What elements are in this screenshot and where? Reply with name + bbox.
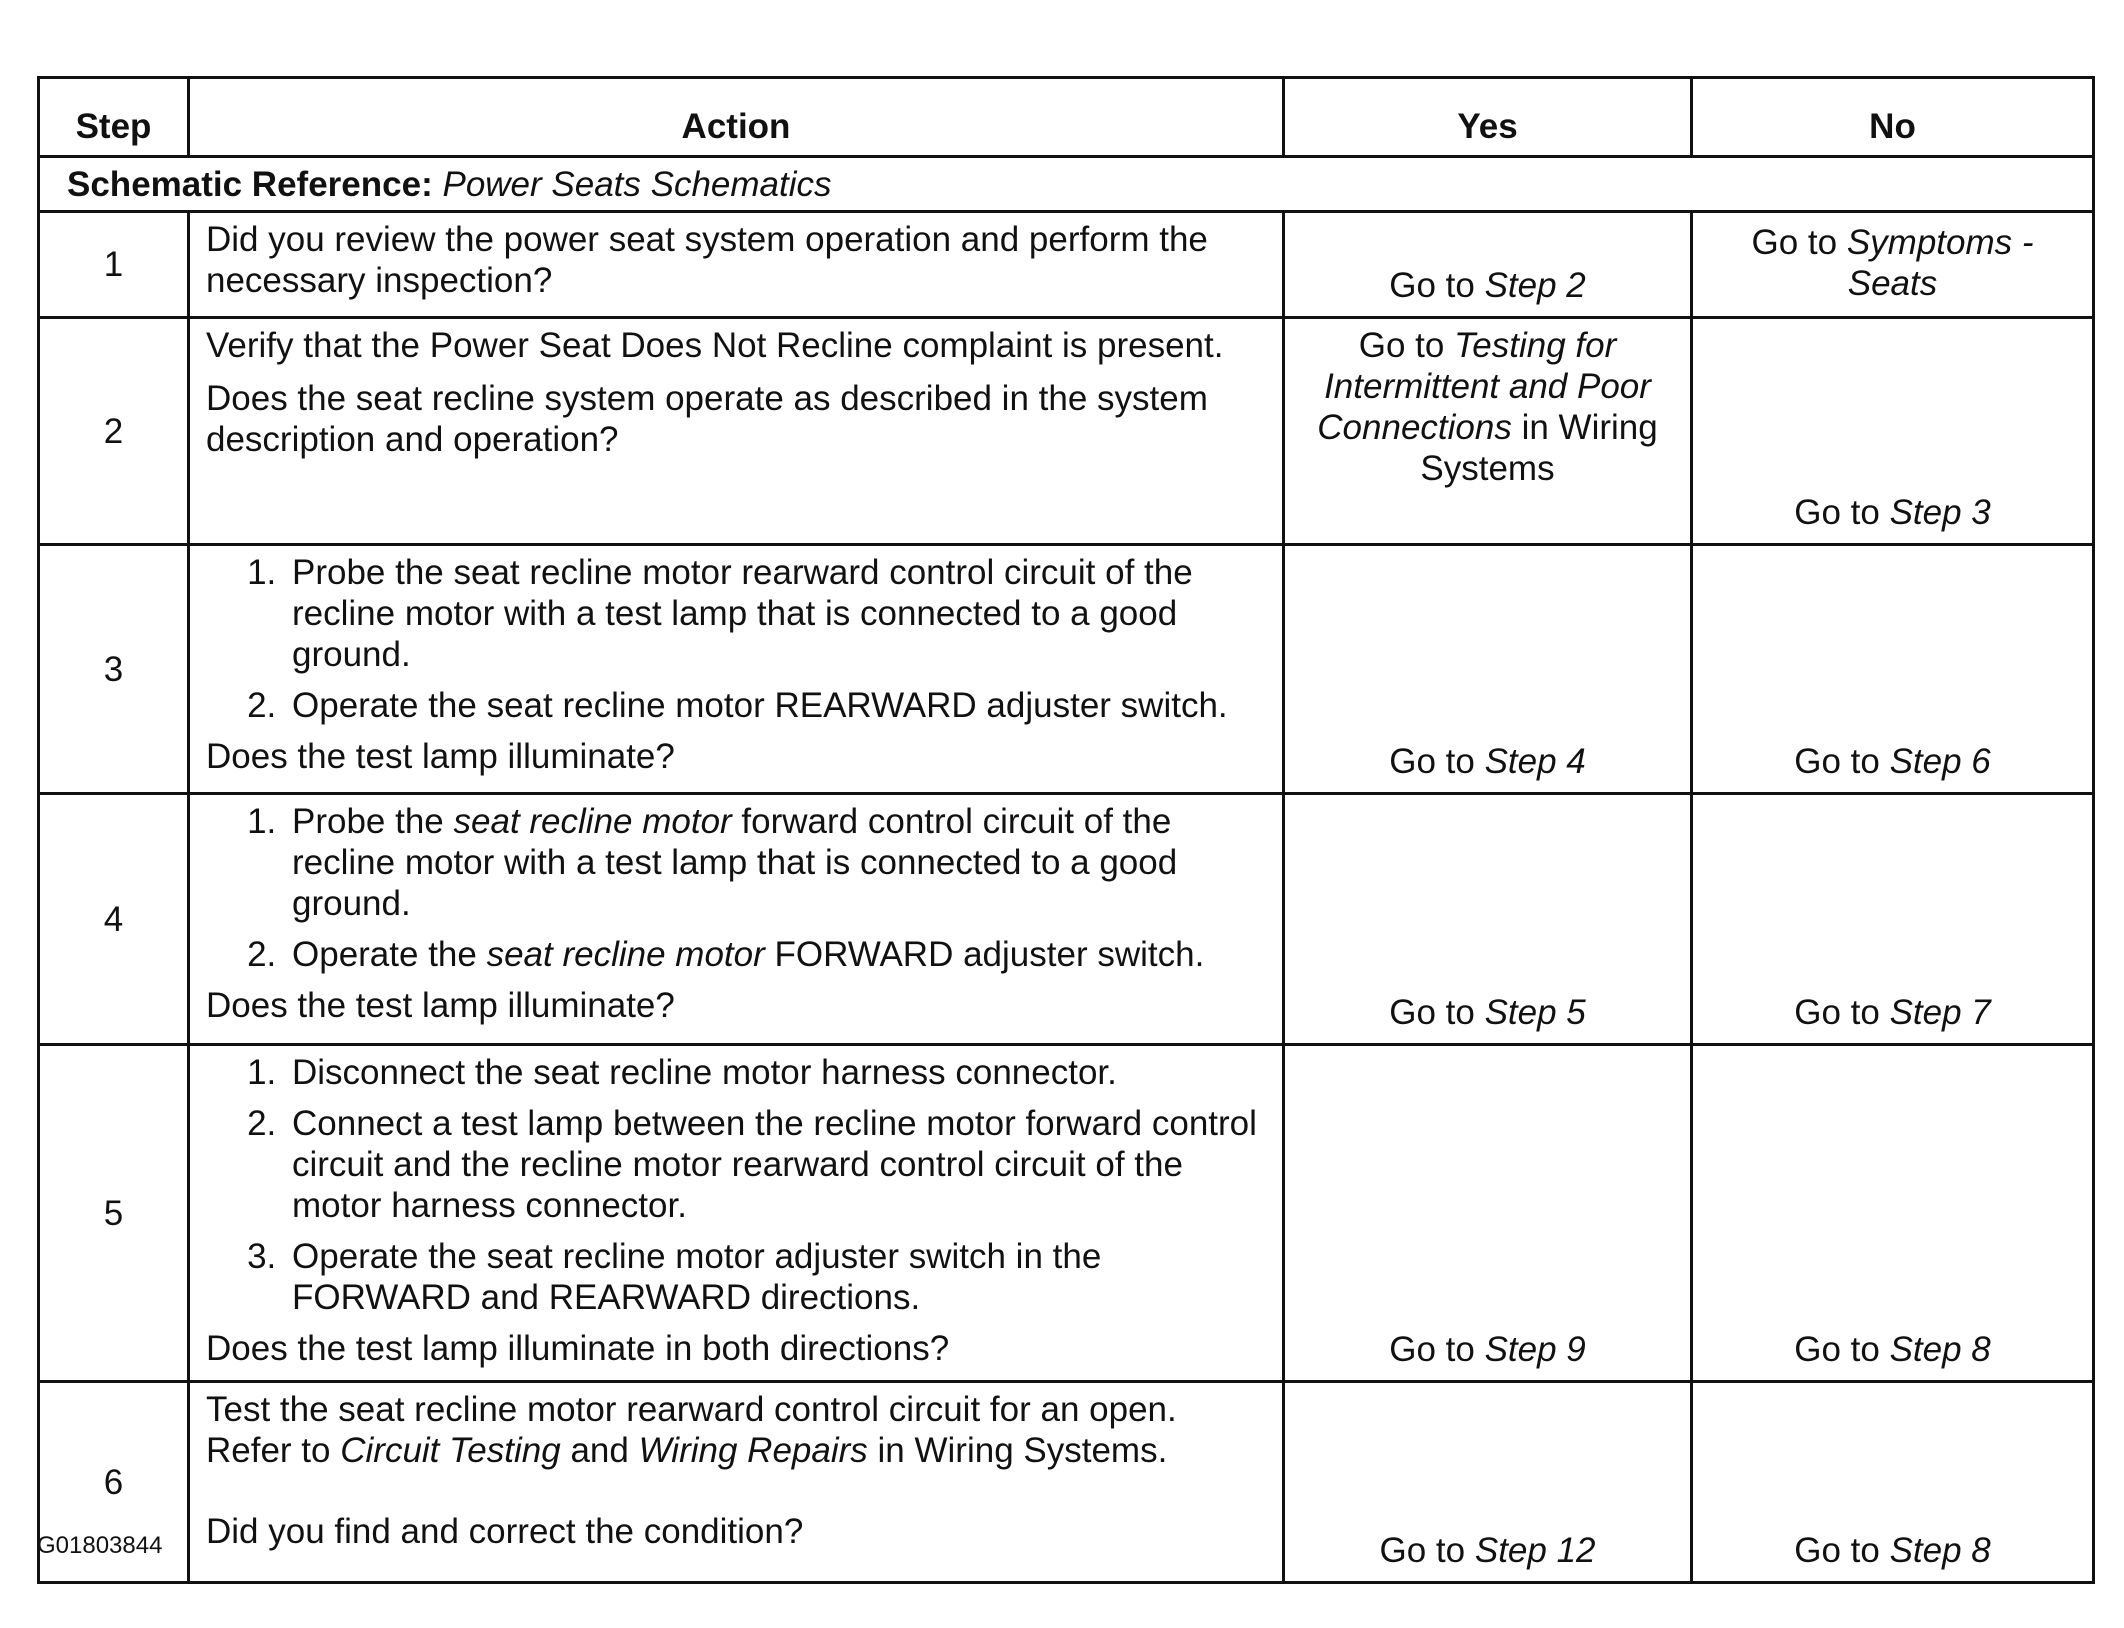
action-list (206, 1052, 1264, 1318)
action-question: Did you find and correct the condition? (206, 1512, 804, 1551)
header-action: Action (189, 78, 1284, 157)
action-text: Test the seat recline motor rearward control circuit for an open. (206, 1390, 1177, 1429)
schematic-reference (39, 157, 2094, 212)
no-link[interactable]: Step 6 (1889, 742, 1991, 781)
list-item: 2. Operate the seat recline motor FORWARD adjuster switch. (286, 934, 1264, 975)
list-item: 1. Probe the seat recline motor rearward control circuit of the recline motor with a test lamp that is connected to a good ground. (286, 552, 1264, 675)
no-cell: Go to Step 6 (1692, 545, 2094, 794)
table-row (39, 318, 2094, 545)
yes-link[interactable]: Step 9 (1484, 1330, 1586, 1369)
no-cell: Go to Step 8 (1692, 1382, 2094, 1583)
step-number: 5 (39, 1045, 189, 1382)
table-row (39, 212, 2094, 318)
list-item: 1. Disconnect the seat recline motor harness connector. (286, 1052, 1264, 1093)
yes-cell: Go to Step 4 (1284, 545, 1692, 794)
schematic-link[interactable]: Power Seats Schematics (442, 164, 832, 204)
action-text: Verify that the Power Seat Does Not Recline complaint is present. (206, 326, 1224, 365)
no-cell: Go to Step 7 (1692, 794, 2094, 1045)
no-cell: Go to Step 3 (1692, 318, 2094, 545)
no-link[interactable]: Symptoms - Seats (1846, 222, 2034, 303)
schematic-row (39, 157, 2094, 212)
action-cell (189, 794, 1284, 1045)
list-item: 3. Operate the seat recline motor adjuster switch in the FORWARD and REARWARD directions. (286, 1236, 1264, 1318)
action-question: Does the test lamp illuminate? (206, 737, 675, 776)
action-list (206, 801, 1264, 975)
yes-cell: Go to Step 2 (1284, 212, 1692, 318)
no-cell: Go to Step 8 (1692, 1045, 2094, 1382)
header-step: Step (39, 78, 189, 157)
action-cell (189, 545, 1284, 794)
header-yes: Yes (1284, 78, 1692, 157)
yes-cell: Go to Step 9 (1284, 1045, 1692, 1382)
yes-link[interactable]: Testing for Intermittent and Poor Connections (1317, 326, 1651, 447)
action-cell (189, 318, 1284, 545)
step-number: 4 (39, 794, 189, 1045)
action-list (206, 552, 1264, 726)
no-link[interactable]: Step 7 (1889, 993, 1991, 1032)
yes-cell: Go to Step 12 (1284, 1382, 1692, 1583)
yes-link[interactable]: Step 5 (1484, 993, 1586, 1032)
action-cell (189, 1045, 1284, 1382)
step-number: 3 (39, 545, 189, 794)
action-cell (189, 212, 1284, 318)
wiring-repairs-link[interactable]: Wiring Repairs (638, 1431, 868, 1470)
header-row (39, 78, 2094, 157)
step-number: 6 (39, 1382, 189, 1583)
action-refer: Refer to Circuit Testing and Wiring Repairs in Wiring Systems. (206, 1431, 1168, 1470)
yes-cell: Go to Testing for Intermittent and Poor Connections in Wiring Systems (1284, 318, 1692, 545)
list-item: 2. Connect a test lamp between the recline motor forward control circuit and the recline motor rearward control circuit of the motor harness connector. (286, 1103, 1264, 1226)
action-question: Does the seat recline system operate as described in the system description and operation? (206, 379, 1208, 459)
header-no: No (1692, 78, 2094, 157)
yes-cell: Go to Step 5 (1284, 794, 1692, 1045)
diagnostic-table (37, 76, 2095, 1584)
list-item: 1. Probe the seat recline motor forward control circuit of the recline motor with a test lamp that is connected to a good ground. (286, 801, 1264, 924)
action-text: Did you review the power seat system operation and perform the necessary inspection? (206, 220, 1208, 300)
schematic-label: Schematic Reference: (67, 164, 433, 204)
no-cell: Go to Symptoms - Seats (1692, 212, 2094, 318)
list-item: 2. Operate the seat recline motor REARWARD adjuster switch. (286, 685, 1264, 726)
no-link[interactable]: Step 3 (1889, 493, 1991, 532)
action-cell (189, 1382, 1284, 1583)
action-question: Does the test lamp illuminate? (206, 986, 675, 1025)
no-link[interactable]: Step 8 (1889, 1531, 1991, 1570)
table-row (39, 1045, 2094, 1382)
table-row (39, 545, 2094, 794)
yes-link[interactable]: Step 4 (1484, 742, 1586, 781)
yes-link[interactable]: Step 12 (1474, 1531, 1596, 1570)
table-row (39, 1382, 2094, 1583)
step-number: 2 (39, 318, 189, 545)
figure-id: G01803844 (37, 1532, 163, 1559)
step-number: 1 (39, 212, 189, 318)
no-link[interactable]: Step 8 (1889, 1330, 1991, 1369)
table-row (39, 794, 2094, 1045)
yes-link[interactable]: Step 2 (1484, 266, 1586, 305)
circuit-testing-link[interactable]: Circuit Testing (340, 1431, 561, 1470)
action-question: Does the test lamp illuminate in both directions? (206, 1329, 950, 1368)
